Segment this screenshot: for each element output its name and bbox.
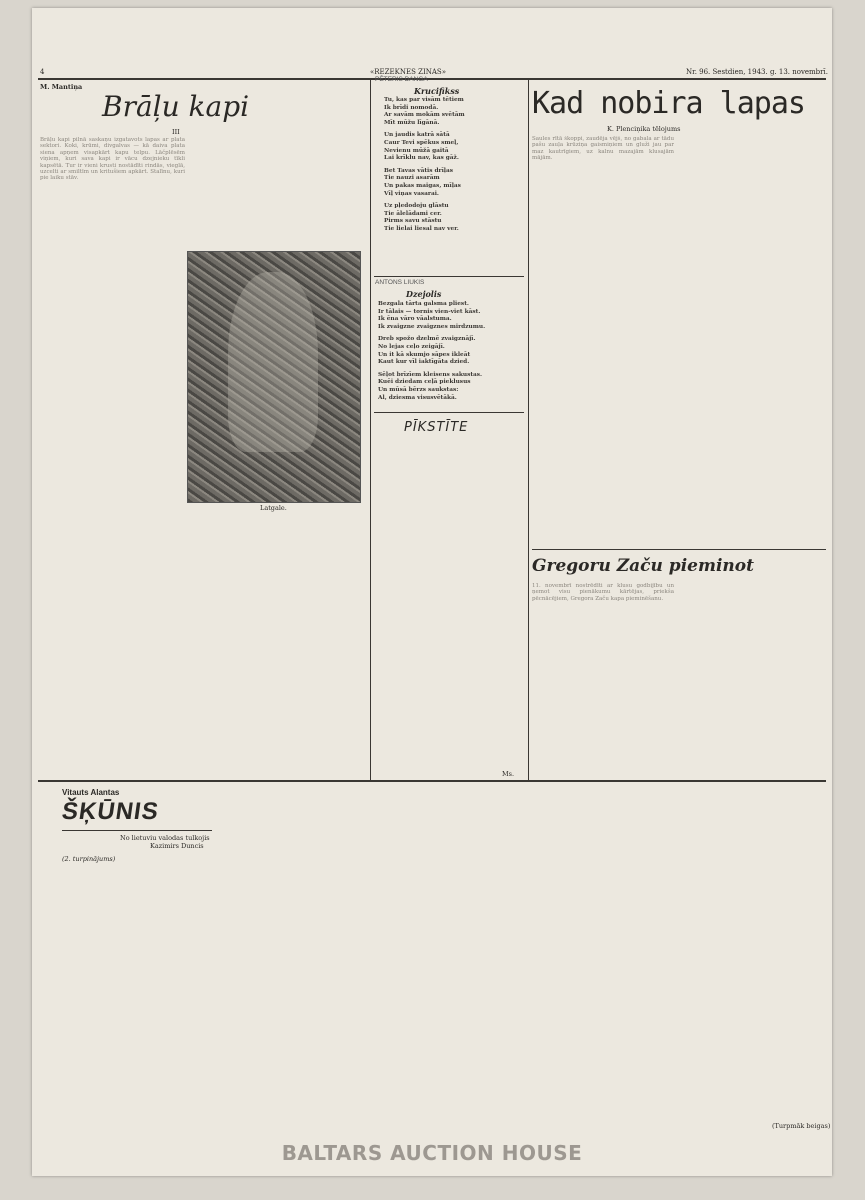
article2-col2 bbox=[682, 136, 826, 546]
poem1-text: Tu, kas par visām tētiem Ik brīdi nomodā. Ar savām mokām svētām Mīt mūžu līgānā. Un jaudis katrā sātā Caur Tevi spēkus smeļ, Nevienu mūžā gaitā Lai krīklu nav, kas gāž. Bet Tavas vātis drīļas Tie nauzi asarām Un pakas maigas, mīļas Vīļ viņas vasarai. Uz pļedodoju glāstu Tie ālelādami cer. Pirms savu stāstu Tie lielai liesal nav ver. bbox=[384, 97, 465, 232]
serial-col5 bbox=[684, 788, 826, 1118]
article2-col1: Saules rītā škoppi, zaudēja vējš, no gabala ar tādu pašu zauļa krūziņa gaismiņiem un gluži jau par maz kautrīgiem, uz kalnu mazajām klusajām mājām. bbox=[532, 136, 674, 162]
serial-subtitle: No lietuviu valodas tulkojis bbox=[120, 834, 210, 842]
poem2-author: ANTONS LIUKIS bbox=[375, 279, 425, 286]
pikstite-body bbox=[376, 440, 524, 770]
serial-continuation: (Turpmāk beigas) bbox=[772, 1122, 831, 1130]
newspaper-title: «REZEKNES ZINAS» bbox=[370, 68, 447, 76]
serial-opening: (2. turpinājums) bbox=[62, 855, 116, 863]
page-number: 4 bbox=[40, 68, 45, 76]
pikstite-end: Ms. bbox=[502, 770, 515, 778]
article2-author: K. Plenciņika tēlojums bbox=[607, 125, 681, 133]
poem2-title: Dzejolis bbox=[406, 289, 442, 299]
serial-col1 bbox=[62, 864, 212, 1136]
serial-col4 bbox=[536, 788, 676, 1136]
section-title-pikstite: PĪKSTĪTE bbox=[404, 420, 469, 435]
serial-title: ŠĶŪNIS bbox=[60, 798, 161, 825]
serial-col2 bbox=[220, 788, 370, 1136]
poem1-title: Krucifikss bbox=[414, 86, 460, 96]
auction-watermark: BALTARS AUCTION HOUSE bbox=[281, 1141, 583, 1165]
article-body-col1: Brāļu kapi pilnā saskaņu izgatavots lapas ar plata sektori. Koki, krūmi, divgalvas — kā daiva plata siena apņem visapkārt kapu telpu. Lāčplēsēm viņiem, kuri sava kapi ir vācu dzejnieku tīkli kapsētā. Tur ir vieni krusti nostādīti rindās, vieglā, uzcelti ar smiltīm un kritušiem apkārt. Stalīnu, kuri pie laiku stāv. bbox=[40, 137, 185, 182]
article-body-col2-bottom bbox=[220, 514, 367, 782]
photo-caption: Latgale. bbox=[260, 504, 287, 512]
poem2-text: Bezgala tārta galsma pliest. Ir tālais — tornis vien-viet kāst. Ik ēna vāro vāalstuma. Ik zvaigzne zvaigznes mirdzumu. Dreb spožo dzelmē zvaigznājī. No lejas ceļo zeigājī. Un it kā skumjo sāpes ikleāt Kaut kur vīl iaktīgāta dzied. Sēļot brīzīem kleisens sakustas. Kuēi dziedam ceļā pieklusus Un mūsā bērzs saukstas: Al, dziesma visusvētākā. bbox=[378, 301, 486, 401]
article-author: M. Mantiņa bbox=[40, 83, 83, 91]
article3-col2 bbox=[682, 583, 826, 775]
newspaper-page bbox=[32, 8, 832, 1176]
serial-translator: Kazimirs Duncis bbox=[150, 842, 204, 850]
section-number: III bbox=[172, 128, 180, 136]
monument-photo bbox=[187, 251, 361, 503]
article-body-col1-bottom bbox=[40, 514, 215, 782]
article3-col1: 11. novembrī nostrēdīti ar klusu godbijību un ņemot visu pienākumu kārtējas, priekša pēcnācējiem, Gregora Začu kapa pieminēšanu. bbox=[532, 583, 674, 602]
serial-author: Vitauts Alantas bbox=[62, 788, 120, 797]
serial-col3 bbox=[378, 788, 528, 1136]
article-body-col2-top bbox=[224, 134, 366, 252]
article2-title: Kad nobira lapas bbox=[532, 86, 805, 121]
article3-title: Gregoru Začu pieminot bbox=[532, 556, 754, 576]
poem1-author: PĒTERIS DANGA bbox=[375, 76, 428, 83]
issue-date: Nr. 96. Sestdien, 1943. g. 13. novembrī. bbox=[686, 68, 828, 76]
article-title: Brāļu kapi bbox=[102, 90, 250, 123]
